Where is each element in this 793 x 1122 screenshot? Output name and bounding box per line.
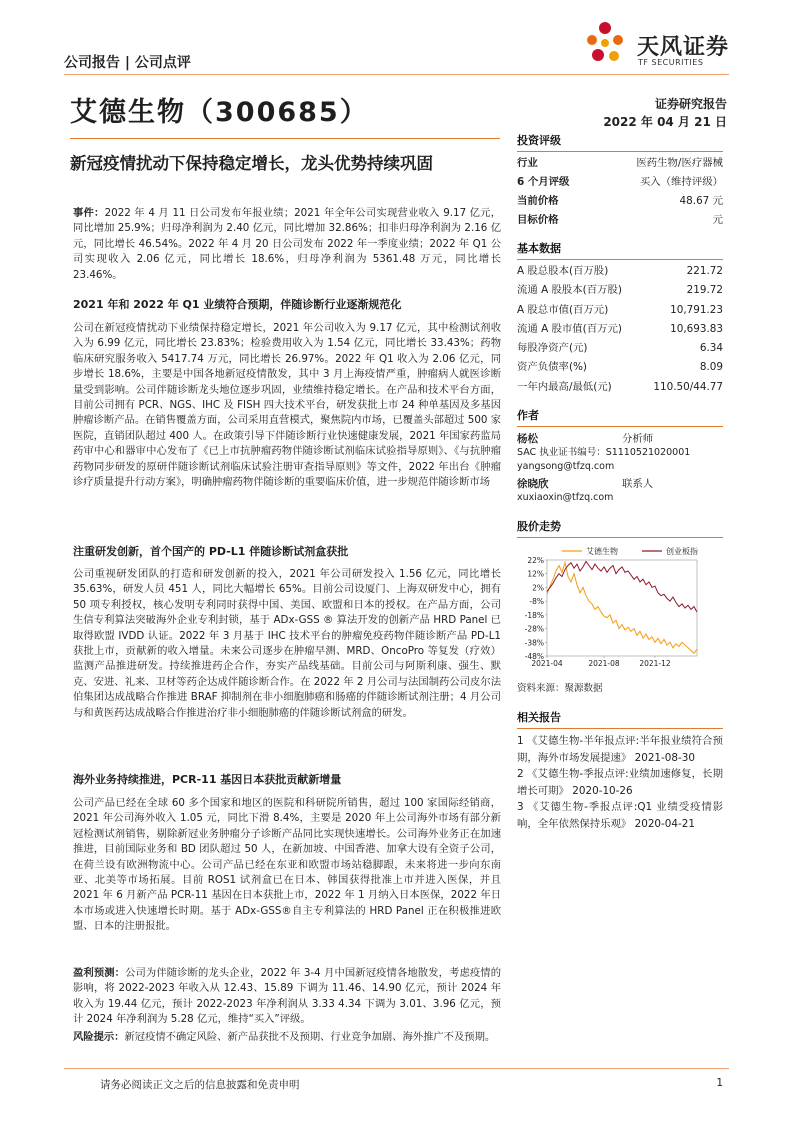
- data-row: [517, 281, 723, 300]
- row-label: 当前价格: [517, 195, 559, 207]
- headline: 新冠疫情扰动下保持稳定增长，龙头优势持续巩固: [70, 154, 433, 173]
- data-row: [517, 211, 723, 230]
- data-row: [517, 301, 723, 320]
- y-tick-label: 2%: [532, 583, 544, 593]
- y-tick-label: 12%: [527, 569, 544, 579]
- event-paragraph: [73, 206, 501, 283]
- footer-divider: [64, 1068, 729, 1069]
- section-text: 公司重视研发团队的打造和研发创新的投入，2021 年公司研发投入 1.56 亿元，同比增长 35.63%，研发人员 451 人，同比大幅增长 65%。目前公司设厦门、上海双研发中心，拥有 50 项专利授权，核心发明专利同时获得中国、美国、欧盟和日本的授权。在产品方面，公司生信专利算法突破海外企业专利封锁，基于 ADx-GSS ® 算法开发的创新产品 HRD Panel 已取得欧盟 IVDD 认证。2022 年 3 月基于 IHC 技术平台的肿瘤免疫药物伴随诊断产品 PD-L1 获批上市，贡献新的收入增量。未来公司逐步在肿瘤早测、MRD、OncoPro 等复发（疗效）监测产品推进研发。持续推进药企合作，夯实产品线基础。目前公司与阿斯利康、强生、默克、安进、礼来、卫材等药企达成伴随诊断合作。在 2022 年 2 月公司与法国制药公司皮尔法伯集团达成战略合作推进 BRAF 抑制剂在非小细胞肺癌和肠癌的伴随诊断试剂注册；4 月公司与和黄医药达成战略合作推进治疗非小细胞肺癌的伴随诊断试剂盒的研发。: [73, 568, 501, 719]
- x-tick-label: 2021-04: [531, 659, 563, 668]
- y-tick-label: -48%: [524, 652, 544, 661]
- chart-source: 资料来源：聚源数据: [517, 683, 603, 694]
- author-email[interactable]: yangsong@tfzq.com: [517, 461, 615, 472]
- related-num: 3: [517, 801, 524, 814]
- related-box: [517, 709, 723, 833]
- data-row: [517, 358, 723, 377]
- y-tick-label: -18%: [524, 610, 544, 620]
- event-label: 事件：: [73, 207, 105, 219]
- row-value: 8.09: [699, 361, 723, 374]
- legend-label: 创业板指: [666, 547, 698, 556]
- series-line-chinext: [547, 561, 697, 612]
- legend-label: 艾德生物: [586, 547, 618, 556]
- row-value: 219.72: [686, 284, 723, 297]
- section-text: 公司在新冠疫情扰动下业绩保持稳定增长，2021 年公司收入为 9.17 亿元，其中检测试剂收入为 6.99 亿元，同比增长 23.83%；检验费用收入为 1.54 亿元，同比增长 33.43%；药物临床研究服务收入 5417.74 万元，同比增长 26.97%。2022 年 Q1 收入为 2.06 亿元，同步增长 18.6%，主要是中国各地新冠疫情散发，其中 3 月上海疫情严重，肿瘤病人就医诊断量受到影响。公司伴随诊断龙头地位逐步巩固，业绩维持稳定增长。在产品和技术平台方面，目前公司拥有 PCR、NGS、IHC 及 FISH 四大技术平台，研发获批上市 24 种单基因及多基因肿瘤诊断产品。在销售覆盖方面，公司采用直营模式，聚焦院内市场，已覆盖头部超过 500 家医院，直销团队超过 400 人。在政策引导下伴随诊断行业快速健康发展，2021 年国家药监局药审中心和器审中心发布了《已上市抗肿瘤药物伴随诊断试剂临床试验指导原则》、《与抗肿瘤药物同步研发的原研伴随诊断试剂临床试验注册审查指导原则》等文件，2022 年出台《肿瘤诊疗质量提升行动方案》，明确肿瘤药物伴随诊断的重要临床价值，进一步规范伴随诊断市场: [73, 322, 501, 489]
- basic-data-title: 基本数据: [517, 240, 723, 260]
- basic-data-box: [517, 240, 723, 397]
- related-title: 相关报告: [517, 709, 723, 729]
- row-value: 元: [712, 214, 723, 226]
- logo-text: 天风证券: [637, 35, 730, 60]
- price-trend-title: 股价走势: [517, 518, 723, 538]
- author-name: 杨松: [517, 433, 538, 445]
- authors-box: [517, 407, 723, 505]
- section-body: [73, 567, 501, 721]
- row-label: 一年内最高/最低(元): [517, 380, 612, 393]
- row-value: 110.50/44.77: [653, 380, 723, 393]
- related-text: 《艾德生物-季报点评:Q1 业绩受疫情影响，全年依然保持乐观》 2020-04-21: [517, 801, 723, 830]
- chart-frame: [547, 560, 697, 656]
- row-label: 资产负债率(%): [517, 361, 587, 374]
- price-trend-box: [517, 518, 723, 538]
- x-tick-label: 2021-08: [588, 659, 620, 668]
- related-item[interactable]: [517, 733, 723, 766]
- series-line-aide: [547, 563, 697, 654]
- row-value: 买入（维持评级）: [639, 176, 723, 188]
- data-row: [517, 173, 723, 192]
- author-role: 分析师: [622, 433, 654, 445]
- y-tick-label: -28%: [524, 624, 544, 634]
- data-row: [517, 339, 723, 358]
- section-text: 公司产品已经在全球 60 多个国家和地区的医院和科研院所销售，超过 100 家国际经销商，2021 年公司海外收入 1.05 元，同比下滑 8.4%，主要是 2020 年上公司海外市场有部分新冠检测试剂销售，剔除新冠业务肿瘤分子诊断产品同比实现快速增长。公司海外业务正在加速推进，目前国际业务和 BD 团队超过 50 人，在新加坡、中国香港、加拿大设有全资子公司，在荷兰设有欧洲物流中心。公司产品已经在东亚和欧盟市场站稳脚跟，未来将进一步向东南亚、北美等市场拓展。目前 ROS1 试剂盒已在日本、韩国获得批准上市并进入医保，并且 2021 年 6 月新产品 PCR-11 基因在日本获批上市，2022 年 1 月纳入日本医保，2022 年日本市场或进入快速增长时期。基于 ADx-GSS®自主专利算法的 HRD Panel 正在积极推进欧盟、日本的注册报批。: [73, 797, 501, 933]
- event-text: 2022 年 4 月 11 日公司发布年报业绩；2021 年全年公司实现营业收入 9.17 亿元，同比增加 25.9%；归母净利润为 2.40 亿元，同比增加 32.86%；扣非归母净利润为 2.16 亿元，同比增长 46.54%。2022 年 4 月 20 日公司发布 2022 年一季度业绩；2022 年 Q1 公司实现收入 2.06 亿元，同比增长 18.6%，归母净利润为 5361.48 万元，同比增长 23.46%。: [73, 207, 501, 281]
- risk-text: 新冠疫情不确定风险、新产品获批不及预期、行业竞争加剧、海外推广不及预期。: [124, 1031, 496, 1043]
- company-title: 艾德生物（300685）: [70, 97, 369, 128]
- report-type: 公司报告 | 公司点评: [64, 55, 191, 71]
- row-value: 10,693.83: [670, 322, 723, 335]
- related-text: 《艾德生物-半年报点评:半年报业绩符合预期，海外市场发展提速》 2021-08-30: [517, 735, 724, 764]
- report-date: 2022 年 04 月 21 日: [603, 115, 727, 129]
- section-heading: 2021 年和 2022 年 Q1 业绩符合预期，伴随诊断行业逐渐规范化: [73, 298, 402, 311]
- row-label: 行业: [517, 157, 538, 169]
- row-label: 目标价格: [517, 214, 559, 226]
- related-num: 1: [517, 735, 524, 747]
- author-entry: [517, 432, 723, 474]
- row-label: 流通 A 股股本(百万股): [517, 284, 622, 297]
- row-label: A 股总股本(百万股): [517, 265, 609, 277]
- section-body: [73, 796, 501, 935]
- section-heading: 注重研发创新，首个国产的 PD-L1 伴随诊断试剂盒获批: [73, 545, 349, 558]
- data-row: [517, 262, 723, 281]
- row-label: A 股总市值(百万元): [517, 303, 609, 316]
- data-row: [517, 378, 723, 397]
- related-num: 2: [517, 768, 524, 781]
- row-value: 48.67 元: [679, 195, 723, 207]
- page-number: 1: [716, 1077, 723, 1089]
- authors-title: 作者: [517, 407, 723, 427]
- y-tick-label: -38%: [524, 638, 544, 648]
- author-role: 联系人: [622, 478, 654, 490]
- related-item[interactable]: [517, 799, 723, 832]
- risk-paragraph: [73, 1030, 501, 1045]
- price-chart: [517, 540, 723, 674]
- row-value: 6.34: [699, 342, 723, 355]
- title-divider: [70, 138, 500, 139]
- data-row: [517, 154, 723, 173]
- author-name: 徐晓欣: [517, 478, 549, 490]
- row-label: 每股净资产(元): [517, 342, 588, 355]
- header-divider: [64, 74, 729, 75]
- forecast-text: 公司为伴随诊断的龙头企业，2022 年 3-4 月中国新冠疫情各地散发，考虑疫情的影响，将 2022-2023 年收入从 12.43、15.89 下调为 11.46、14.90 亿元，预计 2024 年收入为 19.44 亿元，预计 2022-2023 年净利润从 3.33 4.34 下调为 3.01、3.96 亿元，预计 2024 年净利润为 5.28 亿元，维持“买入”评级。: [73, 967, 502, 1026]
- row-value: 医药生物/医疗器械: [636, 157, 723, 169]
- footer-disclaimer: 请务必阅读正文之后的信息披露和免责申明: [100, 1079, 300, 1091]
- author-entry: [517, 477, 723, 505]
- report-kind: 证券研究报告: [654, 97, 727, 111]
- data-row: [517, 192, 723, 211]
- forecast-label: 盈利预测：: [73, 967, 126, 979]
- logo-subtext: TF SECURITIES: [638, 58, 704, 67]
- tf-logo-icon: [583, 20, 633, 68]
- y-tick-label: 22%: [527, 556, 544, 565]
- related-text: 《艾德生物-季报点评:业绩加速修复，长期增长可期》 2020-10-26: [517, 768, 724, 797]
- x-tick-label: 2021-12: [639, 659, 671, 668]
- row-label: 流通 A 股市值(百万元): [517, 322, 622, 335]
- section-heading: 海外业务持续推进，PCR-11 基因日本获批贡献新增量: [73, 773, 342, 786]
- risk-label: 风险提示：: [73, 1031, 125, 1043]
- author-cert: SAC 执业证书编号：S1110521020001: [517, 447, 691, 458]
- row-value: 10,791.23: [670, 303, 723, 316]
- y-tick-label: -8%: [529, 597, 544, 607]
- rating-box: [517, 132, 723, 230]
- rating-title: 投资评级: [517, 132, 723, 152]
- section-body: [73, 321, 501, 490]
- author-email[interactable]: xuxiaoxin@tfzq.com: [517, 492, 614, 503]
- data-row: [517, 320, 723, 339]
- row-value: 221.72: [686, 265, 723, 277]
- related-item[interactable]: [517, 766, 723, 799]
- forecast-paragraph: [73, 966, 501, 1028]
- row-label: 6 个月评级: [517, 176, 570, 188]
